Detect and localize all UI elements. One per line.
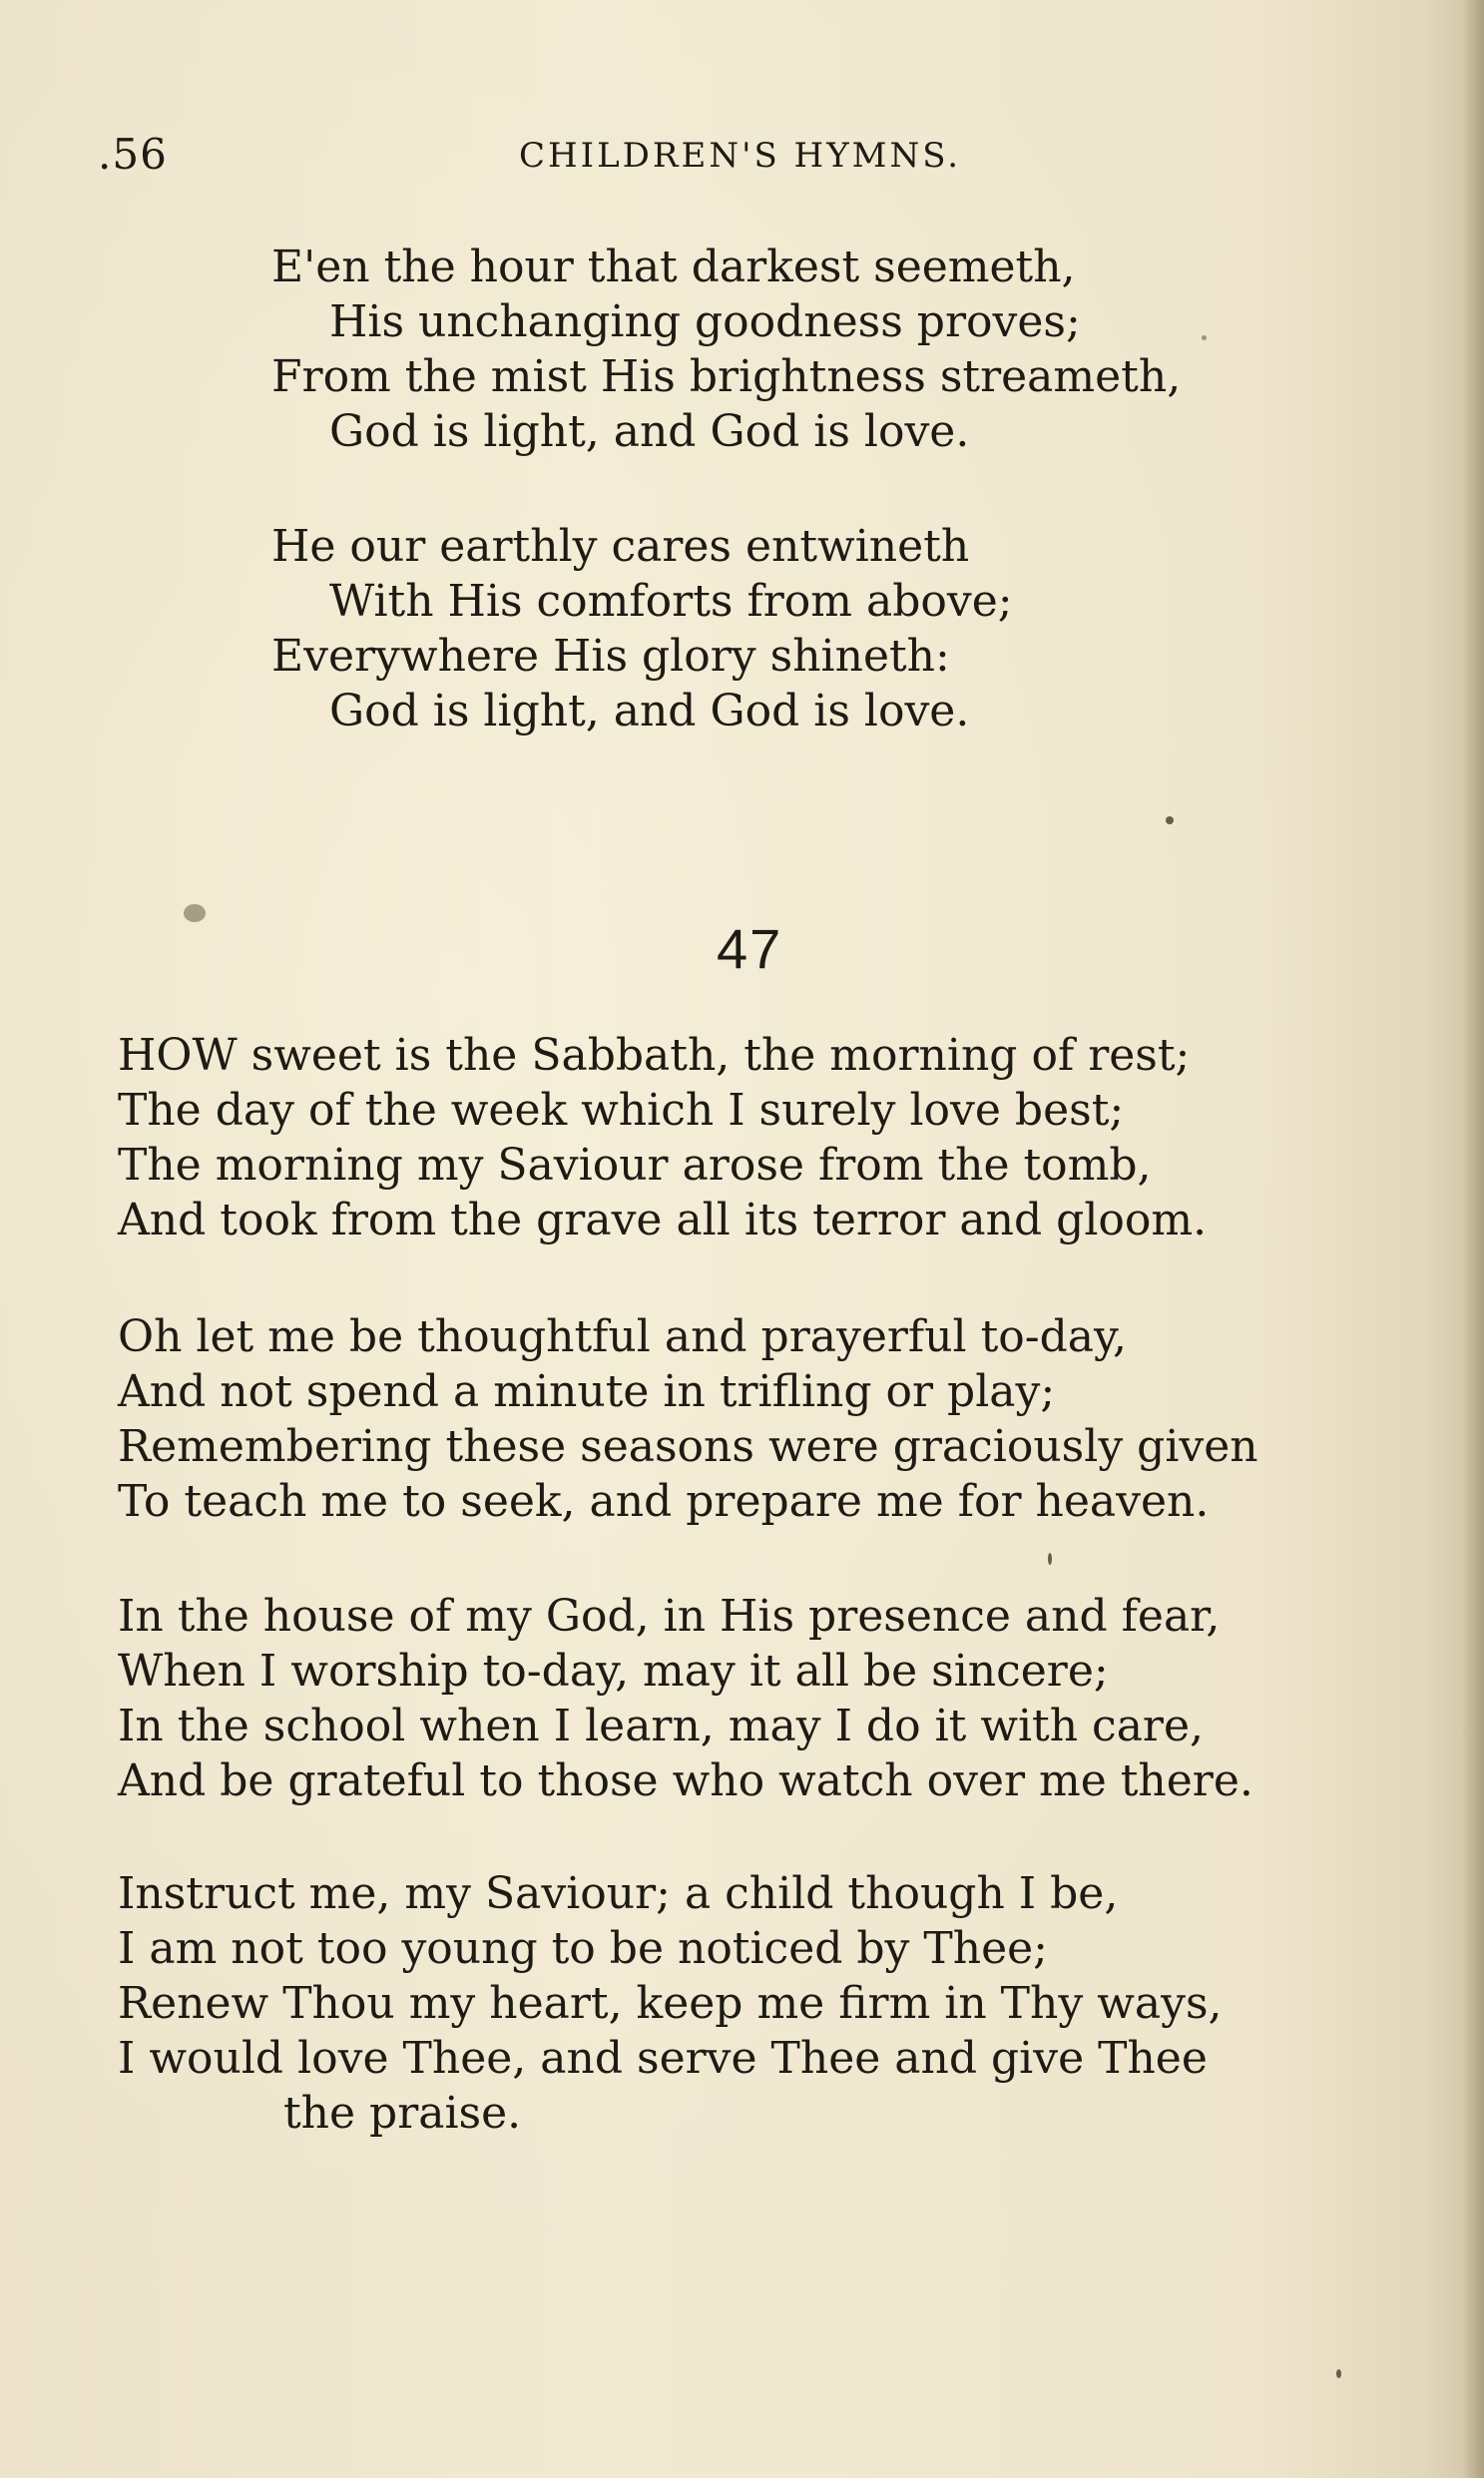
verse-line: And took from the grave all its terror and gloom. bbox=[118, 1195, 1208, 1245]
ink-speck bbox=[1048, 1553, 1052, 1565]
verse-line: In the house of my God, in His presence and fear, bbox=[118, 1591, 1221, 1642]
verse-line: Renew Thou my heart, keep me firm in Thy ways, bbox=[118, 1978, 1223, 2029]
verse-line: And be grateful to those who watch over me there. bbox=[118, 1755, 1253, 1806]
verse-line: He our earthly cares entwineth bbox=[271, 521, 970, 572]
verse-line: From the mist His brightness streameth, bbox=[271, 351, 1182, 402]
page-number: .56 bbox=[98, 130, 168, 179]
verse-line: To teach me to seek, and prepare me for heaven. bbox=[118, 1476, 1210, 1527]
verse-line: And not spend a minute in trifling or play; bbox=[118, 1366, 1056, 1417]
verse-line: I am not too young to be noticed by Thee; bbox=[118, 1923, 1048, 1974]
verse-line: Oh let me be thoughtful and prayerful to-day, bbox=[118, 1311, 1128, 1362]
hymn-stanza-1 bbox=[118, 1028, 1207, 1247]
verse-line: His unchanging goodness proves; bbox=[329, 296, 1081, 347]
ink-speck bbox=[1166, 816, 1174, 824]
verse-line: God is light, and God is love. bbox=[329, 406, 970, 457]
verse-line: When I worship to-day, may it all be sincere; bbox=[118, 1646, 1109, 1697]
verse-line: God is light, and God is love. bbox=[329, 686, 970, 737]
verse-line: In the school when I learn, may I do it with care, bbox=[118, 1701, 1204, 1751]
paper-stain bbox=[184, 904, 206, 922]
page-header bbox=[0, 130, 1484, 190]
ink-speck bbox=[1336, 2369, 1341, 2378]
verse-line: I would love Thee, and serve Thee and give Thee bbox=[118, 2033, 1208, 2084]
ink-speck bbox=[1202, 335, 1207, 340]
verse-line: Instruct me, my Saviour; a child though I be, bbox=[118, 1868, 1119, 1919]
hymn-number: 47 bbox=[717, 917, 783, 980]
verse-line: The morning my Saviour arose from the tomb, bbox=[118, 1140, 1152, 1191]
hymn-stanza-2 bbox=[118, 1309, 1258, 1529]
hymn-stanza-3 bbox=[118, 1589, 1253, 1808]
verse-line: E'en the hour that darkest seemeth, bbox=[271, 242, 1076, 292]
verse-line: the praise. bbox=[283, 2088, 522, 2139]
continuation-stanza-2 bbox=[271, 519, 1013, 739]
verse-line: HOW sweet is the Sabbath, the morning of rest; bbox=[118, 1030, 1191, 1081]
continuation-stanza-1 bbox=[271, 240, 1181, 459]
running-head: CHILDREN'S HYMNS. bbox=[519, 136, 962, 176]
verse-line: Everywhere His glory shineth: bbox=[271, 631, 950, 682]
hymn-stanza-4 bbox=[118, 1866, 1223, 2141]
verse-line: Remembering these seasons were graciously given bbox=[118, 1421, 1258, 1472]
verse-line: With His comforts from above; bbox=[329, 576, 1013, 627]
verse-line: The day of the week which I surely love best; bbox=[118, 1085, 1125, 1136]
page-edge-shadow bbox=[1462, 0, 1484, 2478]
